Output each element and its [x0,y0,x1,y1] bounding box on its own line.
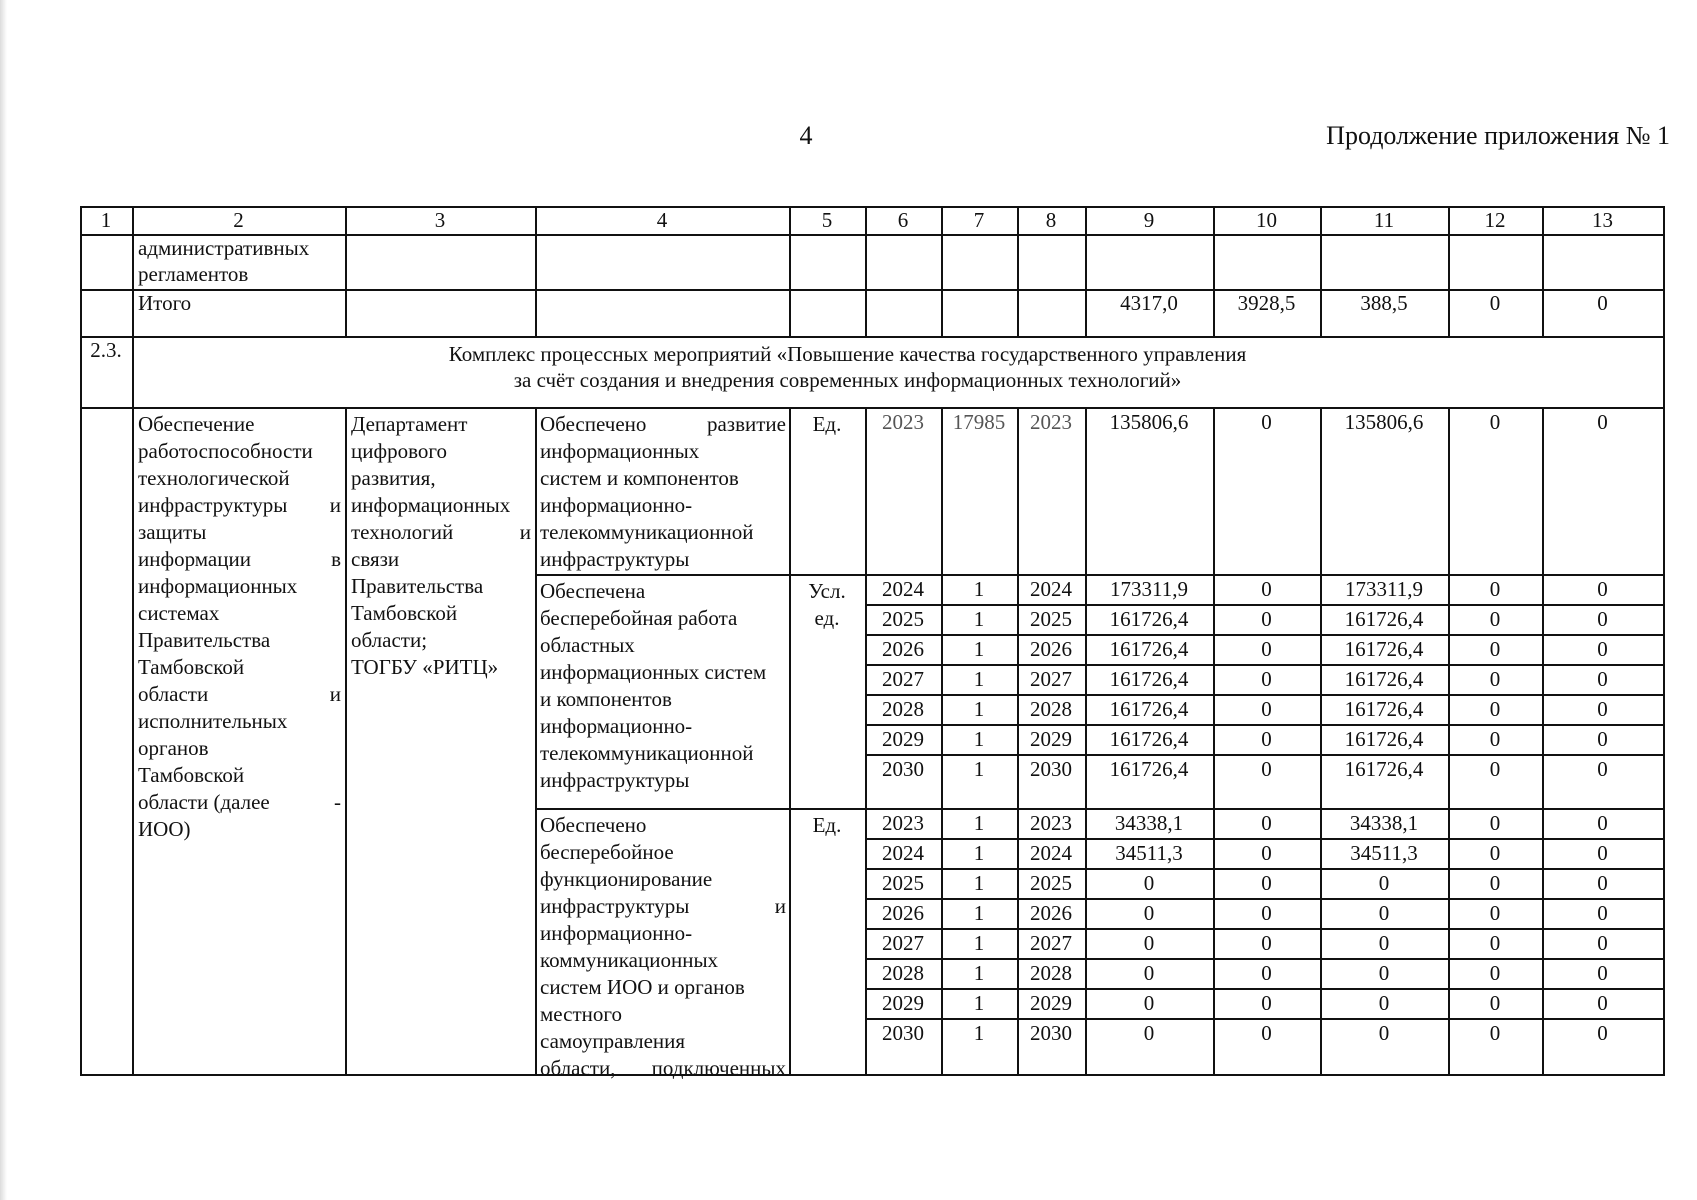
activity-name-line: технологической [138,466,290,490]
data-cell: 0 [1261,727,1272,751]
data-cell: 1 [973,577,985,601]
data-cell: 0 [1489,727,1501,751]
data-cell: 161726,4 [1109,607,1189,631]
column-number-header: 6 [897,208,909,232]
data-cell: 2030 [882,757,924,781]
data-cell: 1 [973,697,985,721]
data-cell: 2028 [882,961,924,985]
data-cell: 2023 [882,811,924,835]
data-cell: 0 [1378,1021,1390,1045]
result-text-line: бесперебойное [540,840,674,864]
data-cell: 0 [1261,637,1272,661]
result-text-line: местного [540,1002,622,1026]
activity-name-line: исполнительных [138,709,288,733]
data-cell: 2030 [1030,757,1072,781]
total-label: Итого [138,291,192,315]
result-text-line: инфраструктуры и [540,894,786,918]
result-text-line: информационно- [540,714,693,738]
total-value: 3928,5 [1237,291,1296,315]
data-cell: 0 [1261,1021,1272,1045]
data-cell: 1 [973,961,985,985]
data-cell: 0 [1489,961,1501,985]
data-cell: 0 [1597,727,1608,751]
data-cell: 0 [1143,931,1155,955]
result-text-line: систем ИОО и органов [540,975,745,999]
data-cell: 1 [973,931,985,955]
result-text-line: телекоммуникационной [540,520,754,544]
data-cell: 0 [1378,961,1390,985]
executor-line: технологий и [351,520,531,544]
total-value: 0 [1597,291,1608,315]
result-text-line: самоуправления [540,1029,686,1053]
data-cell: 0 [1261,991,1272,1015]
data-cell: 0 [1261,667,1272,691]
column-number-header: 1 [100,208,112,232]
data-cell: 2025 [882,607,924,631]
activity-name-line: защиты [138,520,207,544]
data-cell: 2025 [882,871,924,895]
activity-name-line: органов [138,736,209,760]
data-cell: 2027 [882,931,924,955]
data-cell: 0 [1261,931,1272,955]
data-cell: 0 [1489,697,1501,721]
data-cell: 161726,4 [1109,757,1189,781]
column-number-header: 3 [434,208,446,232]
result-text-line: и компонентов [540,687,672,711]
activity-name-line: информационных [138,574,298,598]
table-rule-v [132,336,134,1076]
data-cell: 34338,1 [1114,811,1184,835]
data-cell: 2030 [882,1021,924,1045]
data-cell: 1 [973,991,985,1015]
data-cell: 1 [973,637,985,661]
table-rule-v [789,407,791,1076]
data-cell: 2029 [1030,991,1072,1015]
data-cell: 0 [1261,811,1272,835]
data-cell: 0 [1261,607,1272,631]
data-cell: 0 [1261,901,1272,925]
data-cell: 2023 [1030,811,1072,835]
data-cell: 2026 [1030,901,1072,925]
data-cell: 0 [1597,577,1608,601]
data-cell: 2028 [1030,961,1072,985]
activity-name-line: информации в [138,547,341,571]
data-cell: 2026 [882,637,924,661]
data-cell: 0 [1489,991,1501,1015]
data-cell: 0 [1489,871,1501,895]
data-cell: 0 [1489,901,1501,925]
data-cell: 0 [1261,410,1272,434]
data-cell: 161726,4 [1344,607,1424,631]
data-cell: 161726,4 [1344,757,1424,781]
result-text-line: Обеспечена [540,579,646,603]
table-rule-v [535,407,537,1076]
page-number: 4 [799,121,813,150]
data-cell: 2027 [882,667,924,691]
data-cell: 0 [1143,961,1155,985]
data-cell: 34511,3 [1115,841,1183,865]
data-cell: 161726,4 [1109,727,1189,751]
activity-name-line: Правительства [138,628,271,652]
unit-label: ед. [814,606,840,630]
data-cell: 0 [1489,1021,1501,1045]
data-cell: 0 [1261,961,1272,985]
unit-label: Ед. [812,813,842,837]
result-text-line: области, подключенных [540,1056,786,1080]
table-rule-h [80,234,1665,236]
data-cell: 2026 [882,901,924,925]
appendix-table [80,206,1665,1080]
result-text-line: информационно- [540,493,693,517]
data-cell: 0 [1597,991,1608,1015]
unit-label: Ед. [812,412,842,436]
data-cell: 2030 [1030,1021,1072,1045]
data-cell: 161726,4 [1344,637,1424,661]
activity-name-line: области (далее - [138,790,341,814]
column-number-header: 10 [1256,208,1277,232]
result-text-line: информационно- [540,921,693,945]
data-cell: 0 [1489,841,1501,865]
result-text-line: областных [540,633,635,657]
column-number-header: 12 [1484,208,1506,232]
data-cell: 1 [973,727,985,751]
result-text-line: Обеспечено [540,813,647,837]
continuation-text: регламентов [138,262,249,286]
data-cell: 2027 [1030,667,1072,691]
total-value: 388,5 [1360,291,1408,315]
activity-name-line: инфраструктуры и [138,493,341,517]
data-cell: 2024 [882,577,924,601]
executor-line: информационных [351,493,511,517]
activity-name-line: ИОО) [138,817,191,841]
column-number-header: 7 [973,208,985,232]
total-value: 4317,0 [1120,291,1178,315]
table-rule-h [80,1074,1665,1076]
data-cell: 2026 [1030,637,1072,661]
data-cell: 1 [973,871,985,895]
data-cell: 2029 [1030,727,1072,751]
section-title: за счёт создания и внедрения современных информационных технологий» [513,368,1182,392]
result-text-line: бесперебойная работа [540,606,738,630]
data-cell: 0 [1597,811,1608,835]
data-cell: 0 [1143,871,1155,895]
data-cell: 0 [1597,961,1608,985]
data-cell: 2029 [882,727,924,751]
section-number: 2.3. [90,338,122,362]
data-cell: 0 [1597,607,1608,631]
executor-line: ТОГБУ «РИТЦ» [351,655,499,679]
total-value: 0 [1489,291,1501,315]
data-cell: 2029 [882,991,924,1015]
data-cell: 34511,3 [1350,841,1418,865]
executor-line: Департамент [351,412,468,436]
data-cell: 161726,4 [1109,667,1189,691]
data-cell: 1 [973,841,985,865]
executor-line: связи [351,547,400,571]
data-cell: 0 [1261,697,1272,721]
data-cell: 0 [1489,607,1501,631]
unit-label: Усл. [808,579,846,603]
data-cell: 0 [1597,757,1608,781]
result-text-line: Обеспечено развитие [540,412,786,436]
activity-name-line: системах [138,601,220,625]
data-cell: 0 [1597,667,1608,691]
data-cell: 2023 [1030,410,1072,434]
data-cell: 0 [1597,1021,1608,1045]
activity-name-line: Тамбовской [138,763,245,787]
table-rule-v [345,407,347,1076]
column-number-header: 9 [1143,208,1155,232]
data-cell: 0 [1378,931,1390,955]
data-cell: 0 [1489,667,1501,691]
data-cell: 135806,6 [1344,410,1424,434]
activity-name-line: области и [138,682,341,706]
data-cell: 173311,9 [1345,577,1423,601]
column-number-header: 5 [821,208,833,232]
column-number-header: 11 [1373,208,1395,232]
column-number-header: 8 [1045,208,1057,232]
data-cell: 0 [1489,637,1501,661]
data-cell: 0 [1489,577,1501,601]
data-cell: 161726,4 [1109,697,1189,721]
data-cell: 1 [973,811,985,835]
result-text-line: инфраструктуры [540,768,690,792]
result-text-line: телекоммуникационной [540,741,754,765]
data-cell: 0 [1489,757,1501,781]
data-cell: 161726,4 [1344,697,1424,721]
data-cell: 0 [1597,841,1608,865]
executor-line: области; [351,628,428,652]
data-cell: 0 [1489,931,1501,955]
continuation-text: административных [138,236,310,260]
column-number-header: 4 [656,208,668,232]
data-cell: 0 [1261,871,1272,895]
data-cell: 0 [1261,577,1272,601]
data-cell: 2028 [882,697,924,721]
result-text-line: коммуникационных [540,948,719,972]
data-cell: 1 [973,607,985,631]
data-cell: 2024 [882,841,924,865]
data-cell: 0 [1489,811,1501,835]
data-cell: 2025 [1030,607,1072,631]
data-cell: 0 [1378,991,1390,1015]
column-number-header: 13 [1592,208,1613,232]
data-cell: 0 [1378,871,1390,895]
data-cell: 1 [973,667,985,691]
data-cell: 2028 [1030,697,1072,721]
result-text-line: функционирование [540,867,713,891]
data-cell: 17985 [952,410,1006,434]
data-cell: 2024 [1030,577,1072,601]
data-cell: 135806,6 [1109,410,1189,434]
data-cell: 0 [1378,901,1390,925]
data-cell: 0 [1597,637,1608,661]
activity-name-line: Обеспечение [138,412,255,436]
data-cell: 161726,4 [1344,727,1424,751]
data-cell: 0 [1143,901,1155,925]
data-cell: 0 [1597,410,1608,434]
data-cell: 0 [1597,871,1608,895]
scan-edge [0,0,7,1200]
data-cell: 1 [973,901,985,925]
data-cell: 173311,9 [1110,577,1188,601]
data-cell: 161726,4 [1344,667,1424,691]
executor-line: Правительства [351,574,484,598]
appendix-continuation-note: Продолжение приложения № 1 [1326,121,1670,150]
data-cell: 0 [1261,757,1272,781]
result-text-line: информационных систем [540,660,767,684]
table-rule-h [80,336,1665,338]
data-cell: 161726,4 [1109,637,1189,661]
data-cell: 2027 [1030,931,1072,955]
executor-line: Тамбовской [351,601,458,625]
result-text-line: систем и компонентов [540,466,739,490]
column-number-header: 2 [233,208,244,232]
result-text-line: инфраструктуры [540,547,690,571]
data-cell: 0 [1143,991,1155,1015]
data-cell: 2025 [1030,871,1072,895]
activity-name-line: Тамбовской [138,655,245,679]
data-cell: 2023 [882,410,924,434]
data-cell: 34338,1 [1349,811,1419,835]
activity-name-line: работоспособности [138,439,313,463]
data-cell: 0 [1261,841,1272,865]
data-cell: 0 [1143,1021,1155,1045]
executor-line: цифрового [351,439,447,463]
section-title: Комплекс процессных мероприятий «Повышение качества государственного управления [448,342,1247,366]
data-cell: 2024 [1030,841,1072,865]
result-text-line: информационных [540,439,700,463]
data-cell: 1 [973,1021,985,1045]
data-cell: 0 [1597,697,1608,721]
data-cell: 0 [1489,410,1501,434]
executor-line: развития, [351,466,436,490]
data-cell: 1 [973,757,985,781]
data-cell: 0 [1597,901,1608,925]
data-cell: 0 [1597,931,1608,955]
